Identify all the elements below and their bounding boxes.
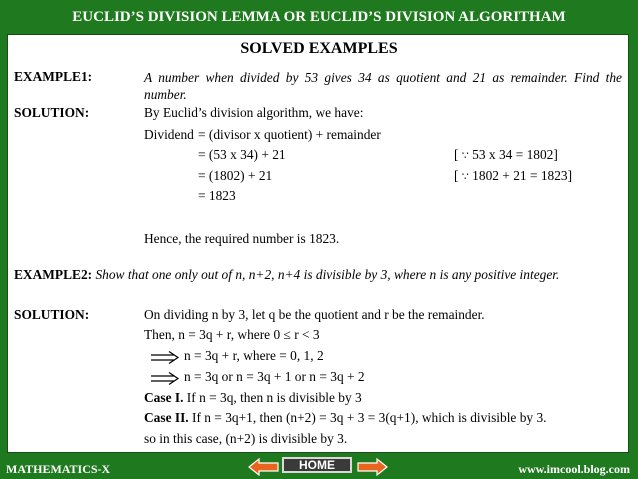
content-panel xyxy=(7,34,629,453)
footer-subject: MATHEMATICS-X xyxy=(6,462,111,476)
footer xyxy=(0,455,638,479)
footer-website: www.imcool.blog.com xyxy=(518,462,630,476)
example1-label: EXAMPLE1: xyxy=(14,69,93,84)
solution-line-2: Then, n = 3q + r, where 0 ≤ r < 3 xyxy=(144,327,320,342)
slide-title: EUCLID’S DIVISION LEMMA OR EUCLID’S DIVISION ALGORITHAM xyxy=(72,8,566,25)
previous-arrow-button[interactable] xyxy=(248,458,280,476)
solution-line-1: On dividing n by 3, let q be the quotient and r be the remainder. xyxy=(144,307,485,322)
solution-line-4: n = 3q or n = 3q + 1 or n = 3q + 2 xyxy=(184,369,365,384)
dividend-label: Dividend xyxy=(144,127,194,142)
note-line-2: [ ∵ 53 x 34 = 1802] xyxy=(454,147,558,162)
equation-line-1: = (divisor x quotient) + remainder xyxy=(198,127,381,142)
example1-question: A number when divided by 53 gives 34 as quotient and 21 as remainder. Find the number. xyxy=(144,70,622,102)
case2-label: Case II. xyxy=(144,410,189,425)
solution-line-8: so in this case, (n+2) is divisible by 3. xyxy=(144,431,348,446)
example1-intro: By Euclid’s division algorithm, we have: xyxy=(144,105,364,120)
case2-line xyxy=(144,410,547,426)
equation-line-3: = (1802) + 21 xyxy=(198,168,273,183)
implies-arrow-icon xyxy=(150,372,180,386)
case2-text: If n = 3q+1, then (n+2) = 3q + 3 = 3(q+1), which is divisible by 3. xyxy=(192,410,547,425)
example2-heading xyxy=(14,267,559,283)
example1-conclusion: Hence, the required number is 1823. xyxy=(144,231,340,246)
note-text-2: 53 x 34 = 1802] xyxy=(472,147,558,162)
equation-line-4: = 1823 xyxy=(198,188,236,203)
example2-label: EXAMPLE2: xyxy=(14,267,93,282)
because-icon: ∵ xyxy=(461,170,469,183)
case1-line xyxy=(144,390,362,406)
solution-line-3: n = 3q + r, where = 0, 1, 2 xyxy=(184,348,324,363)
implies-arrow-icon xyxy=(150,351,180,365)
case1-text: If n = 3q, then n is divisible by 3 xyxy=(186,390,362,405)
example2-solution-label: SOLUTION: xyxy=(14,307,90,322)
home-button[interactable]: HOME xyxy=(282,457,352,473)
example2-question: Show that one only out of n, n+2, n+4 is divisible by 3, where n is any positive integer. xyxy=(95,267,560,282)
next-arrow-button[interactable] xyxy=(356,458,388,476)
note-text-3: 1802 + 21 = 1823] xyxy=(472,168,573,183)
equation-line-2: = (53 x 34) + 21 xyxy=(198,147,286,162)
because-icon: ∵ xyxy=(461,149,469,162)
note-line-3: [ ∵ 1802 + 21 = 1823] xyxy=(454,168,573,183)
section-title: SOLVED EXAMPLES xyxy=(240,40,398,57)
case1-label: Case I. xyxy=(144,390,184,405)
example1-solution-label: SOLUTION: xyxy=(14,105,90,120)
